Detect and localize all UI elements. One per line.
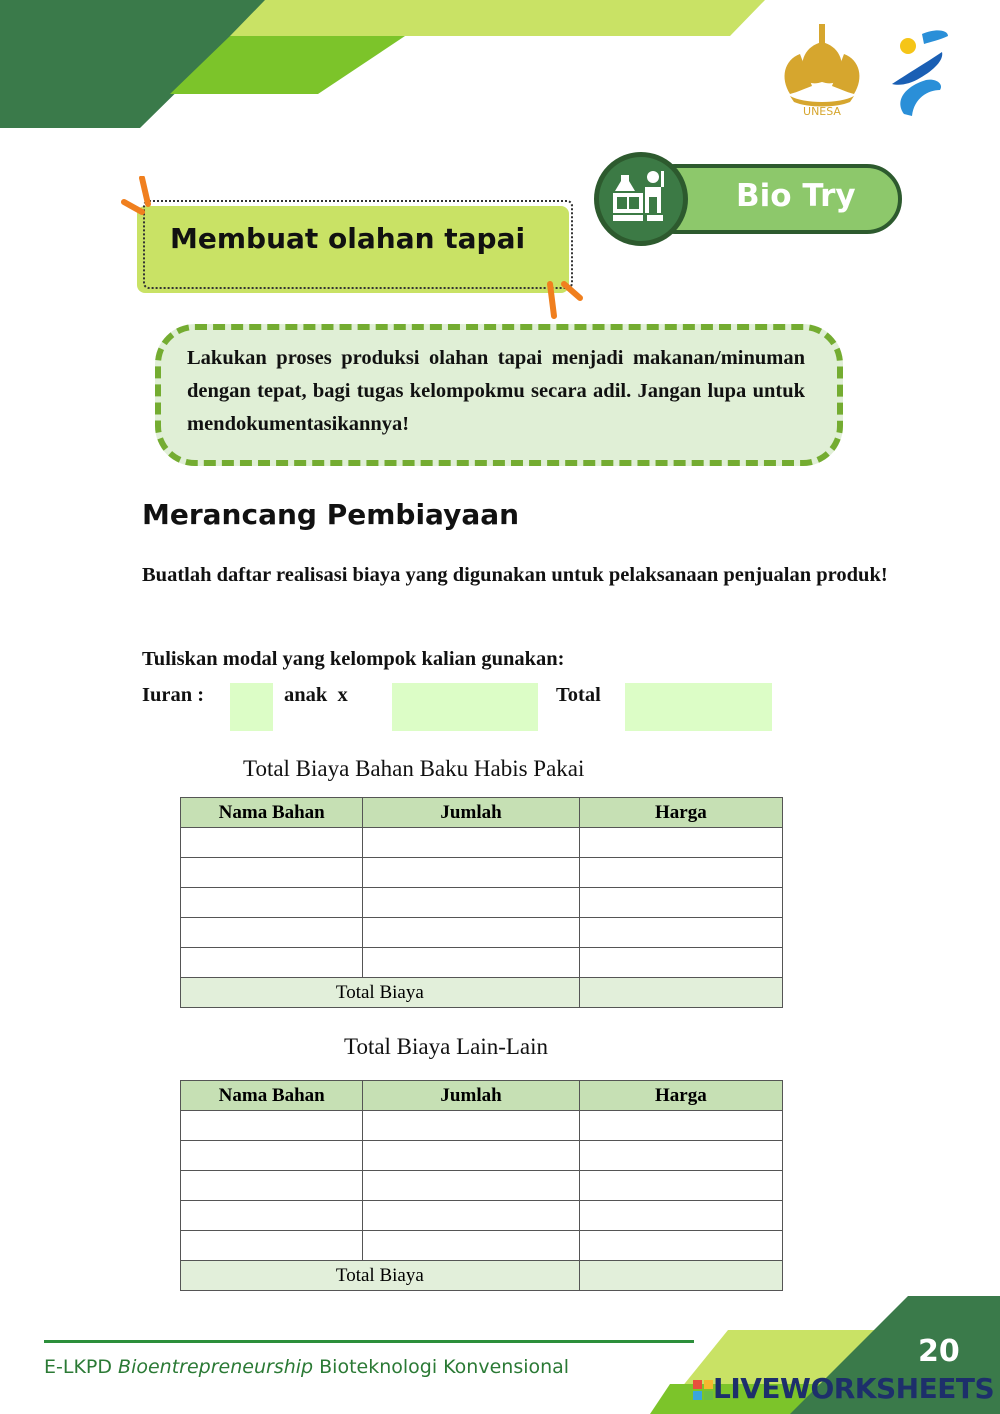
table-cell[interactable] bbox=[181, 1231, 363, 1261]
table-cell[interactable] bbox=[363, 828, 579, 858]
cell-input[interactable] bbox=[181, 1232, 362, 1259]
cell-input[interactable] bbox=[580, 829, 782, 856]
table-cell[interactable] bbox=[181, 858, 363, 888]
cell-input[interactable] bbox=[580, 859, 782, 886]
table-cell[interactable] bbox=[363, 948, 579, 978]
total-biaya-input[interactable] bbox=[580, 979, 782, 1006]
amount-per-member-input[interactable] bbox=[392, 683, 538, 731]
table-cell[interactable] bbox=[579, 1171, 782, 1201]
cell-input[interactable] bbox=[181, 1202, 362, 1229]
table-cell[interactable] bbox=[181, 948, 363, 978]
table-cell[interactable] bbox=[579, 1231, 782, 1261]
anak-label: anak x bbox=[284, 684, 348, 706]
cell-input[interactable] bbox=[181, 829, 362, 856]
footer-italic: Bioentrepreneurship bbox=[118, 1356, 314, 1378]
total-cell[interactable] bbox=[579, 1261, 782, 1291]
cell-input[interactable] bbox=[363, 889, 578, 916]
table-cell[interactable] bbox=[363, 1231, 579, 1261]
table-cell[interactable] bbox=[181, 1111, 363, 1141]
footer-divider bbox=[44, 1340, 694, 1343]
cell-input[interactable] bbox=[580, 1202, 782, 1229]
cell-input[interactable] bbox=[363, 919, 578, 946]
unesa-logo-text: UNESA bbox=[803, 105, 841, 118]
table-cell[interactable] bbox=[181, 918, 363, 948]
table-cell[interactable] bbox=[579, 888, 782, 918]
table-cell[interactable] bbox=[579, 918, 782, 948]
table-cell[interactable] bbox=[181, 1141, 363, 1171]
cell-input[interactable] bbox=[363, 859, 578, 886]
footer-text bbox=[44, 1356, 569, 1378]
cell-input[interactable] bbox=[181, 1112, 362, 1139]
table-row bbox=[181, 948, 783, 978]
watermark-text: LIVEWORKSHEETS bbox=[713, 1372, 995, 1405]
table-header-row bbox=[181, 1081, 783, 1111]
total-capital-input[interactable] bbox=[625, 683, 772, 731]
table-cell[interactable] bbox=[579, 858, 782, 888]
column-header: Harga bbox=[579, 798, 782, 828]
table-cell[interactable] bbox=[579, 1111, 782, 1141]
column-header: Jumlah bbox=[363, 1081, 579, 1111]
table-row bbox=[181, 828, 783, 858]
instruction-text: Lakukan proses produksi olahan tapai menjadi makanan/minuman dengan tepat, bagi tugas kelompokmu secara adil. Jangan lupa untuk mendokumentasikannya! bbox=[187, 347, 805, 435]
material-cost-table bbox=[180, 797, 783, 1008]
total-row bbox=[181, 1261, 783, 1291]
footer-prefix: E-LKPD bbox=[44, 1356, 119, 1378]
table-cell[interactable] bbox=[579, 1201, 782, 1231]
cell-input[interactable] bbox=[580, 1142, 782, 1169]
activity-title: Membuat olahan tapai bbox=[170, 222, 526, 255]
table-cell[interactable] bbox=[579, 1141, 782, 1171]
total-biaya-label: Total Biaya bbox=[181, 1261, 580, 1291]
liveworksheets-icon bbox=[693, 1380, 713, 1400]
unesa-logo bbox=[776, 24, 868, 120]
table-cell[interactable] bbox=[363, 1171, 579, 1201]
table-cell[interactable] bbox=[181, 1171, 363, 1201]
table-cell[interactable] bbox=[363, 918, 579, 948]
cell-input[interactable] bbox=[580, 1112, 782, 1139]
total-biaya-input[interactable] bbox=[580, 1262, 782, 1289]
cell-input[interactable] bbox=[181, 889, 362, 916]
table-row bbox=[181, 858, 783, 888]
total-row bbox=[181, 978, 783, 1008]
table-row bbox=[181, 1111, 783, 1141]
cell-input[interactable] bbox=[181, 919, 362, 946]
bio-try-label: Bio Try bbox=[736, 178, 856, 214]
page-number: 20 bbox=[918, 1334, 960, 1369]
member-count-input[interactable] bbox=[230, 683, 273, 731]
cell-input[interactable] bbox=[580, 919, 782, 946]
table-row bbox=[181, 1231, 783, 1261]
cell-input[interactable] bbox=[181, 1142, 362, 1169]
table-cell[interactable] bbox=[363, 1201, 579, 1231]
cell-input[interactable] bbox=[363, 1172, 578, 1199]
section-paragraph: Buatlah daftar realisasi biaya yang digunakan untuk pelaksanaan penjualan produk! bbox=[142, 564, 888, 586]
liveworksheets-watermark bbox=[693, 1372, 994, 1405]
total-biaya-label: Total Biaya bbox=[181, 978, 580, 1008]
table-cell[interactable] bbox=[181, 1201, 363, 1231]
scientist-lab-icon bbox=[594, 152, 688, 246]
other-cost-table bbox=[180, 1080, 783, 1291]
table-row bbox=[181, 1201, 783, 1231]
table-cell[interactable] bbox=[181, 828, 363, 858]
cell-input[interactable] bbox=[580, 889, 782, 916]
table-cell[interactable] bbox=[579, 948, 782, 978]
table-row bbox=[181, 1141, 783, 1171]
section-heading: Merancang Pembiayaan bbox=[142, 498, 520, 531]
table-row bbox=[181, 918, 783, 948]
cell-input[interactable] bbox=[363, 1142, 578, 1169]
table-row bbox=[181, 1171, 783, 1201]
iuran-label: Iuran : bbox=[142, 684, 205, 706]
cell-input[interactable] bbox=[181, 859, 362, 886]
cell-input[interactable] bbox=[181, 949, 362, 976]
footer-suffix: Bioteknologi Konvensional bbox=[313, 1356, 570, 1378]
column-header: Jumlah bbox=[363, 798, 579, 828]
column-header: Nama Bahan bbox=[181, 798, 363, 828]
modal-prompt: Tuliskan modal yang kelompok kalian gunakan: bbox=[142, 648, 565, 670]
column-header: Nama Bahan bbox=[181, 1081, 363, 1111]
cell-input[interactable] bbox=[580, 1172, 782, 1199]
column-header: Harga bbox=[579, 1081, 782, 1111]
cell-input[interactable] bbox=[580, 1232, 782, 1259]
sparkle-decoration bbox=[540, 278, 586, 322]
merdeka-logo bbox=[884, 24, 954, 120]
table-row bbox=[181, 888, 783, 918]
sparkle-decoration bbox=[120, 176, 164, 220]
cell-input[interactable] bbox=[363, 949, 578, 976]
cell-input[interactable] bbox=[363, 1112, 578, 1139]
table1-caption: Total Biaya Bahan Baku Habis Pakai bbox=[243, 756, 585, 781]
table-cell[interactable] bbox=[579, 828, 782, 858]
cell-input[interactable] bbox=[363, 1232, 578, 1259]
table-header-row bbox=[181, 798, 783, 828]
table2-caption: Total Biaya Lain-Lain bbox=[344, 1034, 549, 1059]
table-cell[interactable] bbox=[363, 858, 579, 888]
table-cell[interactable] bbox=[181, 888, 363, 918]
cell-input[interactable] bbox=[363, 829, 578, 856]
cell-input[interactable] bbox=[181, 1172, 362, 1199]
total-cell[interactable] bbox=[579, 978, 782, 1008]
cell-input[interactable] bbox=[363, 1202, 578, 1229]
table-cell[interactable] bbox=[363, 888, 579, 918]
total-label: Total bbox=[556, 684, 601, 706]
cell-input[interactable] bbox=[580, 949, 782, 976]
table-cell[interactable] bbox=[363, 1111, 579, 1141]
table-cell[interactable] bbox=[363, 1141, 579, 1171]
